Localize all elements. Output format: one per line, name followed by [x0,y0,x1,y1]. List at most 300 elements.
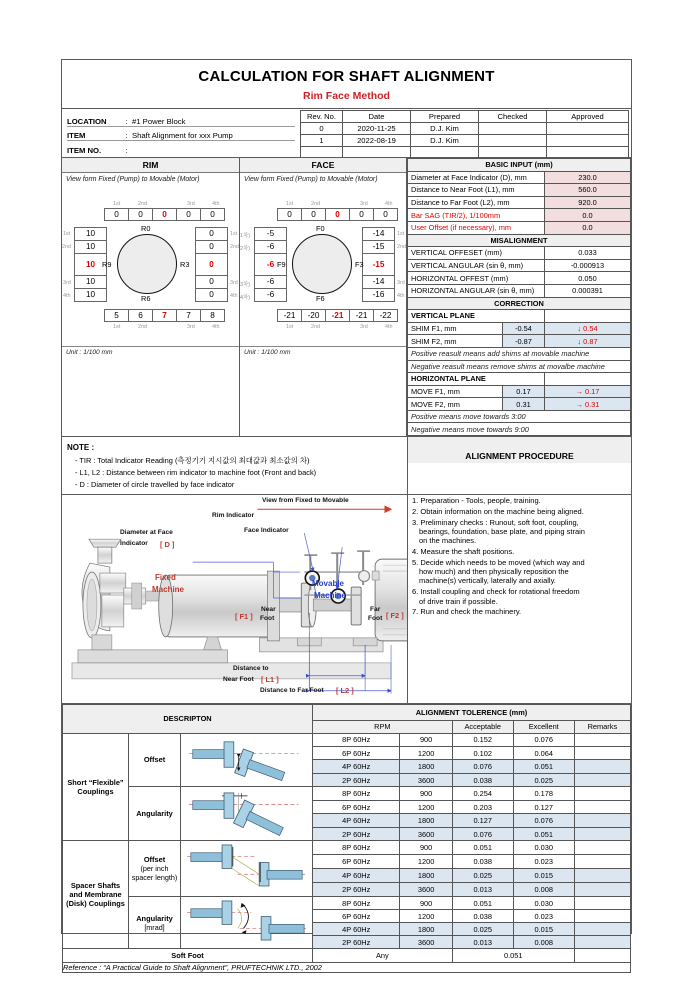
face-clock-f6: F6 [316,294,325,303]
face-top-tick-1st: 1st [286,201,294,207]
rim-left-tick-2nd: 2nd [62,244,71,250]
tol-rpm: 1800 [400,814,452,827]
diameter-tag: [ D ] [160,539,175,549]
misalignment-heading-row [408,234,631,247]
table-row [63,897,631,910]
tol-excellent: 0.051 [513,760,574,773]
tol-excellent: 0.178 [513,787,574,800]
rim-bottom-cells [105,309,225,322]
table-row [408,221,631,234]
soft-foot-value: 0.051 [452,949,574,962]
horizontal-plane-blank [545,373,631,386]
shim-f2-label: SHIM F2, mm [408,335,503,348]
kind-offset-spacer-sub2: spacer length) [131,873,178,883]
page-subtitle: Rim Face Method [303,90,390,102]
move-f1-value: 0.17 [503,385,545,398]
procedure-step-6-num: 6. [412,587,419,597]
correction-heading-row [408,297,631,310]
face-bottom-cell-1[interactable]: -20 [301,309,326,322]
face-right-cell-1[interactable]: -15 [362,240,395,254]
tol-pole: 4P 60Hz [313,869,400,883]
col-approved: Approved [547,111,629,123]
tol-pole: 2P 60Hz [313,827,400,840]
rim-top-cell-1[interactable]: 0 [128,208,153,221]
basic-input-table [407,158,631,436]
tol-acceptable: 0.076 [452,827,513,840]
category-spacer-l2: and Membrane [69,890,122,900]
kind-angularity-spacer-name: Angularity [136,913,173,923]
horizontal-note-positive: Positive means move towards 3:00 [408,410,631,423]
rim-top-tick-3rd: 3rd [187,201,195,207]
face-left-tick-4: 4차) [240,295,251,301]
tol-pole: 8P 60Hz [313,733,400,746]
note-item-d: - D : Diameter of circle travelled by face indicator [75,479,235,489]
rim-left-cell-2[interactable]: 10 [74,253,107,276]
face-right-cell-0[interactable]: -14 [362,227,395,241]
table-row [408,272,631,285]
tol-remarks [574,869,630,883]
face-top-cells [278,208,398,221]
procedure-step-2-num: 2. [412,506,419,516]
col-date: Date [343,111,411,123]
rim-top-tick-2nd: 2nd [138,201,147,207]
l1-tag: [ L1 ] [261,674,279,684]
rev-approved-1 [547,135,629,147]
info-row-location [67,113,295,127]
diagram-band [62,495,631,704]
diameter-label-line1: Diameter at Face [120,528,173,536]
face-bottom-cell-3[interactable]: -21 [349,309,374,322]
face-left-tick-3: 3차) [240,282,251,288]
table-row-reference [63,962,631,972]
face-right-tick-3rd: 3rd [397,280,405,286]
rim-top-cell-3[interactable]: 0 [176,208,201,221]
face-bot-tick-2nd: 2nd [311,324,320,330]
tol-excellent: 0.008 [513,936,574,949]
face-left-cell-4[interactable]: -6 [254,288,287,302]
rim-panel [62,158,240,436]
rim-left-cell-1[interactable]: 10 [74,240,107,254]
tol-pole: 6P 60Hz [313,800,400,813]
bi-label-d: Diameter at Face Indicator (D), mm [408,171,545,184]
procedure-step-1-num: 1. [412,496,419,506]
tol-rpm: 1200 [400,800,452,813]
table-row [63,733,631,746]
face-top-tick-2nd: 2nd [311,201,320,207]
rim-clock-r6: R6 [141,294,151,303]
col-acceptable: Acceptable [452,720,513,733]
category-spacer-shafts [63,841,129,949]
table-row [408,410,631,423]
tol-acceptable: 0.051 [452,897,513,910]
movable-machine-label-line1: Movable [312,578,345,588]
tol-remarks [574,923,630,936]
basic-input-heading-row [408,159,631,172]
procedure-step-3-num: 3. [412,517,419,527]
tol-excellent: 0.076 [513,733,574,746]
tol-remarks [574,760,630,773]
note-item-l: - L1, L2 : Distance between rim indicator to machine foot (Front and back) [75,468,317,478]
rev-approved-0 [547,123,629,135]
rim-left-cell-0[interactable]: 10 [74,227,107,241]
rim-bottom-cell-1[interactable]: 6 [128,309,153,322]
tol-rpm: 1800 [400,760,452,773]
procedure-panel [408,495,631,703]
face-top-cell-2[interactable]: 0 [325,208,350,221]
coupling-hub-movable [351,587,361,625]
rim-bottom-cell-4[interactable]: 8 [200,309,225,322]
tol-pole: 4P 60Hz [313,814,400,827]
table-row [301,123,629,135]
rim-clock-r9: R9 [102,260,112,269]
rev-no-2 [301,147,343,159]
procedure-heading-panel [408,437,631,494]
info-row-item-no [67,141,295,155]
table-row [408,247,631,260]
table-row [408,171,631,184]
face-bottom-cell-4[interactable]: -22 [373,309,398,322]
horizontal-note-negative: Negative means move towards 9:00 [408,423,631,436]
rim-left-tick-3rd: 3rd [63,280,71,286]
tol-excellent: 0.030 [513,841,574,855]
table-row [408,196,631,209]
tol-excellent: 0.023 [513,855,574,869]
rim-bot-tick-2nd: 2nd [138,324,147,330]
rim-right-cell-3[interactable]: 0 [195,275,228,289]
face-dial-circle [292,234,352,294]
procedure-step-1-text: Preparation - Tools, people, training. [420,496,541,506]
rim-left-cell-3[interactable]: 10 [74,275,107,289]
face-top-tick-4th: 4th [385,201,393,207]
tol-pole: 6P 60Hz [313,747,400,760]
fixed-machine-label-line1: Fixed [155,572,176,582]
rim-left-tick-1st: 1st [63,231,71,237]
face-panel [240,158,407,436]
pic-angularity-spacer [181,897,313,949]
face-left-cell-2[interactable]: -6 [254,253,287,276]
face-unit: Unit : 1/100 mm [240,346,406,358]
procedure-step-3 [408,518,631,546]
table-row [408,184,631,197]
reference-line: Reference : “A Practical Guide to Shaft Alignment”, PRUFTECHNIK LTD., 2002 [63,962,631,972]
face-left-cell-0[interactable]: -5 [254,227,287,241]
procedure-step-5 [408,558,631,586]
tol-excellent: 0.127 [513,800,574,813]
face-left-tick-1: 1차) [240,233,251,239]
tol-excellent: 0.051 [513,827,574,840]
category-short-flexible-l1: Short “Flexible” [67,777,124,787]
pic-offset-spacer [181,841,313,897]
tol-rpm: 1800 [400,869,452,883]
rim-bot-tick-4th: 4th [212,324,220,330]
tol-acceptable: 0.102 [452,747,513,760]
tol-rpm: 900 [400,787,452,800]
diameter-label-line2: Indicator [120,539,148,547]
tol-rpm: 900 [400,897,452,910]
face-dial [240,183,406,346]
tol-remarks [574,733,630,746]
pic-angularity-short [181,787,313,841]
table-row [408,284,631,297]
rim-right-tick-4th: 4th [230,293,238,299]
document-sheet [61,59,632,972]
procedure-step-7 [408,607,631,616]
face-bot-tick-1st: 1st [286,324,294,330]
face-bottom-cell-2[interactable]: -21 [325,309,350,322]
tol-acceptable: 0.203 [452,800,513,813]
location-colon: : [125,117,128,126]
bi-value-useroffset[interactable]: 0.0 [545,221,631,234]
rim-dial-circle [117,234,177,294]
item-colon: : [125,131,128,140]
tol-rpm: 1200 [400,747,452,760]
rev-prepared-2 [411,147,479,159]
tol-excellent: 0.076 [513,814,574,827]
correction-heading: CORRECTION [408,297,631,310]
kind-angularity-short: Angularity [129,787,181,841]
rim-top-cell-2[interactable]: 0 [152,208,177,221]
rim-clock-r3: R3 [180,260,190,269]
table-row [408,360,631,373]
rim-bottom-cell-0[interactable]: 5 [104,309,129,322]
face-bottom-cell-0[interactable]: -21 [277,309,302,322]
kind-offset-spacer [129,841,181,897]
face-right-tick-2nd: 2nd [397,244,406,250]
procedure-step-2 [408,507,631,516]
info-row-item [67,127,295,141]
face-top-cell-0[interactable]: 0 [277,208,302,221]
face-top-cell-3[interactable]: 0 [349,208,374,221]
soft-foot-rpm: Any [313,949,453,962]
face-right-cells [362,228,395,302]
procedure-step-6-cont-1: of drive train if possible. [419,596,498,606]
procedure-step-5-cont-2: machine(s) vertically, laterally and axially. [419,576,556,586]
tol-pole: 2P 60Hz [313,773,400,786]
location-info [62,109,299,157]
procedure-step-4 [408,547,631,556]
rim-top-tick-1st: 1st [113,201,121,207]
rev-date-2 [343,147,411,159]
rev-checked-0 [479,123,547,135]
tol-remarks [574,814,630,827]
procedure-step-4-num: 4. [412,547,419,557]
tol-acceptable: 0.025 [452,923,513,936]
tol-remarks [574,897,630,910]
tol-acceptable: 0.013 [452,883,513,897]
face-right-tick-1st: 1st [397,231,405,237]
shim-f2-arrow: ↓ 0.87 [545,335,631,348]
kind-offset-short: Offset [129,733,181,787]
note-band [62,437,631,495]
tol-remarks [574,910,630,923]
tolerance-heading: ALIGNMENT TOLERENCE (mm) [313,704,631,720]
rev-checked-1 [479,135,547,147]
col-remarks: Remarks [574,720,630,733]
horizontal-plane-label: HORIZONTAL PLANE [408,373,545,386]
rim-dial [62,183,239,346]
tol-rpm: 1200 [400,910,452,923]
face-top-cell-4[interactable]: 0 [373,208,398,221]
tolerance-header-row [63,704,631,720]
angularity-short-illustration [183,789,310,838]
angularity-spacer-illustration [183,899,310,946]
face-right-cell-2[interactable]: -15 [362,253,395,276]
rim-top-tick-4th: 4th [212,201,220,207]
col-checked: Checked [479,111,547,123]
procedure-step-7-num: 7. [412,607,419,617]
revision-block [299,109,631,157]
procedure-step-1 [408,496,631,505]
l2-tag: [ L2 ] [336,685,354,695]
far-foot-label-line1: Far [370,605,381,613]
col-rpm: RPM [313,720,453,733]
movable-machine-body [375,559,407,641]
kind-angularity-spacer [129,897,181,949]
shim-f1-label: SHIM F1, mm [408,322,503,335]
face-heading: FACE [240,158,406,173]
title-block [62,60,631,109]
pic-offset-short [181,733,313,787]
tol-remarks [574,800,630,813]
move-f1-arrow: → 0.17 [545,385,631,398]
face-bottom-cells [278,309,398,322]
tol-rpm: 3600 [400,827,452,840]
table-row [408,335,631,348]
rev-date-1: 2022-08-19 [343,135,411,147]
rev-prepared-0: D.J. Kim [411,123,479,135]
tol-acceptable: 0.038 [452,855,513,869]
table-row [301,135,629,147]
move-f2-value: 0.31 [503,398,545,411]
dist-near-label-line1: Distance to [233,664,269,672]
f2-tag: [ F2 ] [386,610,404,620]
bi-value-d[interactable]: 230.0 [545,171,631,184]
tol-acceptable: 0.152 [452,733,513,746]
alignment-diagram [62,495,408,703]
table-row [408,310,631,323]
kind-offset-spacer-sub: (per inch [140,864,169,874]
rim-bottom-cell-2[interactable]: 7 [152,309,177,322]
mis-label-vert-offset: VERTICAL OFFESET (mm) [408,247,545,260]
face-clock-f0: F0 [316,224,325,233]
rim-right-tick-1st: 1st [230,231,238,237]
note-panel [62,437,408,494]
view-direction-label: View from Fixed to Movable [262,496,349,504]
table-row [408,373,631,386]
near-foot-label-line1: Near [261,605,276,613]
vertical-plane-blank [545,310,631,323]
col-rev-no: Rev. No. [301,111,343,123]
shim-f1-arrow: ↓ 0.54 [545,322,631,335]
bi-label-barsag: Bar SAG (TIR/2), 1/100mm [408,209,545,222]
tol-pole: 2P 60Hz [313,883,400,897]
col-prepared: Prepared [411,111,479,123]
location-value: #1 Power Block [132,117,186,126]
face-top-tick-3rd: 3rd [360,201,368,207]
vertical-note-positive: Positive reasult means add shims at movable machine [408,347,631,360]
table-row [408,398,631,411]
rim-top-cell-0[interactable]: 0 [104,208,129,221]
measurement-band [62,158,631,437]
procedure-step-3-cont-2: on the machines. [419,536,477,546]
face-top-cell-1[interactable]: 0 [301,208,326,221]
face-right-cell-4[interactable]: -16 [362,288,395,302]
rim-clock-r0: R0 [141,224,151,233]
face-left-cell-1[interactable]: -6 [254,240,287,254]
table-row-soft-foot [63,949,631,962]
offset-spacer-illustration [183,843,310,894]
soft-foot-remarks [574,949,630,962]
basic-input-heading: BASIC INPUT (mm) [408,159,631,172]
mis-value-vert-angular: -0.000913 [545,259,631,272]
rev-no-0: 0 [301,123,343,135]
tol-remarks [574,827,630,840]
mis-label-vert-angular: VERTICAL ANGULAR (sin θ, mm) [408,259,545,272]
tol-acceptable: 0.127 [452,814,513,827]
face-clock-f9: F9 [277,260,286,269]
face-right-cell-3[interactable]: -14 [362,275,395,289]
item-no-colon: : [125,146,128,155]
tol-pole: 8P 60Hz [313,897,400,910]
mis-value-horiz-angular: 0.000391 [545,284,631,297]
table-row [63,841,631,855]
rim-left-cell-4[interactable]: 10 [74,288,107,302]
face-clock-f3: F3 [355,260,364,269]
rim-top-cell-4[interactable]: 0 [200,208,225,221]
rim-right-cell-1[interactable]: 0 [195,240,228,254]
rev-no-1: 1 [301,135,343,147]
dist-far-label: Distance to Far Foot [260,686,324,694]
table-row [63,787,631,800]
bi-value-barsag[interactable]: 0.0 [545,209,631,222]
item-no-label: ITEM NO. [67,146,102,155]
tol-rpm: 900 [400,733,452,746]
face-bot-tick-4th: 4th [385,324,393,330]
bi-label-l2: Distance to Far Foot (L2), mm [408,196,545,209]
basic-input-panel [407,158,631,436]
rim-left-tick-4th: 4th [63,293,71,299]
rim-right-tick-2nd: 2nd [230,244,239,250]
bi-value-l1[interactable]: 560.0 [545,184,631,197]
rim-view-note: View form Fixed (Pump) to Movable (Motor) [66,176,200,183]
rim-bottom-cell-3[interactable]: 7 [176,309,201,322]
tol-remarks [574,747,630,760]
procedure-step-3-text: Preliminary checks : Runout, soft foot, coupling, [420,517,579,527]
face-bot-tick-3rd: 3rd [360,324,368,330]
tol-acceptable: 0.076 [452,760,513,773]
mis-label-horiz-angular: HORIZONTAL ANGULAR (sin θ, mm) [408,284,545,297]
tol-remarks [574,787,630,800]
table-row [408,209,631,222]
face-left-cell-3[interactable]: -6 [254,275,287,289]
rim-right-cell-2[interactable]: 0 [195,253,228,276]
rim-right-cell-4[interactable]: 0 [195,288,228,302]
move-f2-arrow: → 0.31 [545,398,631,411]
table-row [408,423,631,436]
table-row [301,147,629,159]
rim-bot-tick-3rd: 3rd [187,324,195,330]
category-short-flexible [63,733,129,841]
rim-right-cell-0[interactable]: 0 [195,227,228,241]
kind-offset-spacer-name: Offset [143,855,166,865]
mis-label-horiz-offset: HORIZONTAL OFFEST (mm) [408,272,545,285]
bi-value-l2[interactable]: 920.0 [545,196,631,209]
tol-acceptable: 0.038 [452,910,513,923]
tol-rpm: 1200 [400,855,452,869]
rim-unit: Unit : 1/100 mm [62,346,239,358]
rim-indicator-label: Rim Indicator [212,511,255,519]
face-view-note: View form Fixed (Pump) to Movable (Motor) [244,176,378,183]
